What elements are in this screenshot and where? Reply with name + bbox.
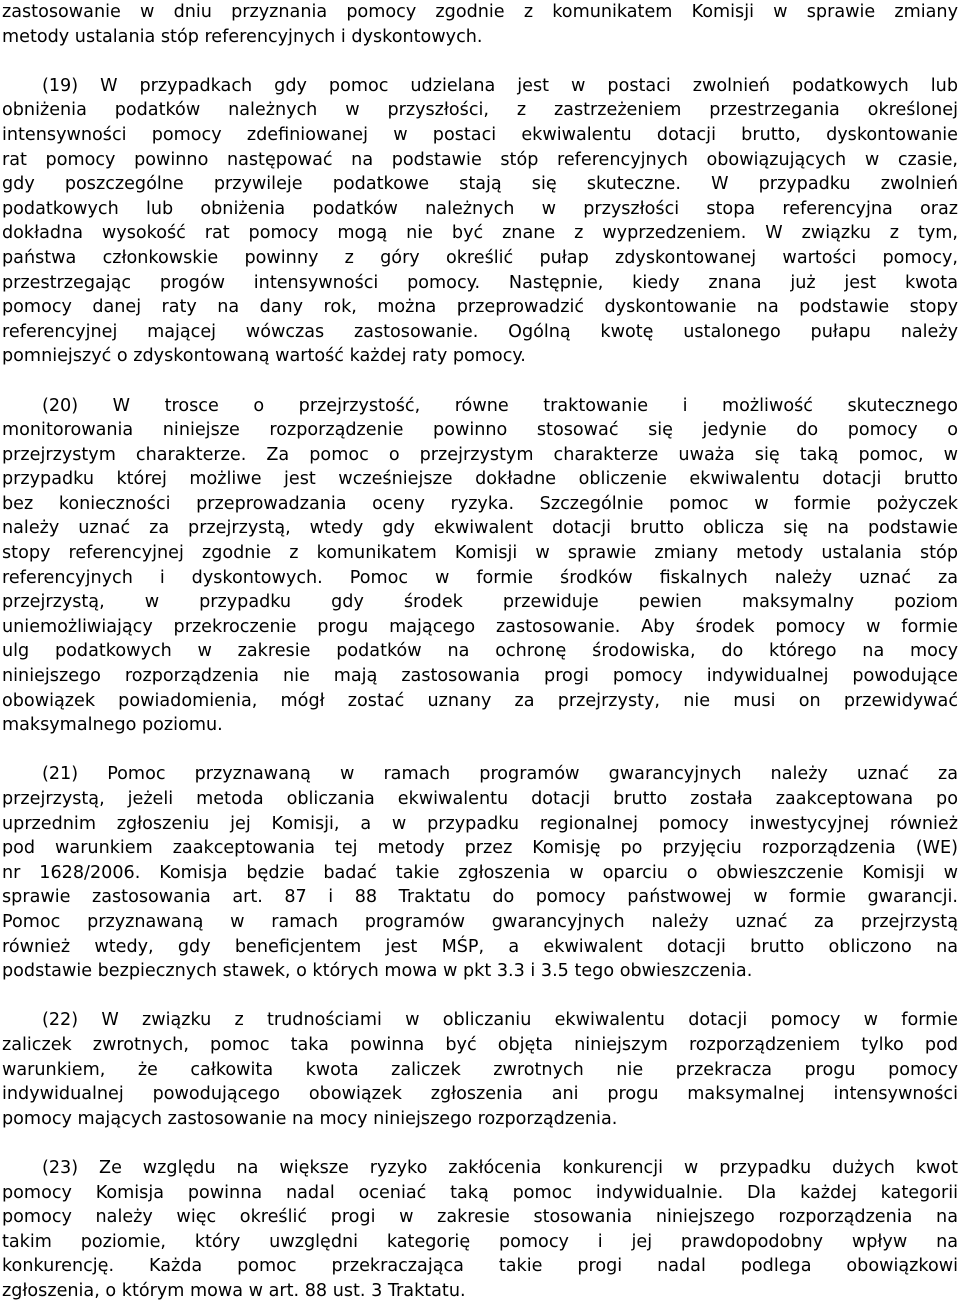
paragraph-22: [2, 1008, 960, 1131]
text-line: ulg podatkowych w zakresie podatków na ochronę środowiska, do którego na mocy: [2, 641, 958, 662]
text-line: indywidualnej powodującego obowiązek zgłoszenia ani progu maksymalnej intensywności: [2, 1084, 958, 1105]
text-line: metody ustalania stóp referencyjnych i dyskontowych.: [2, 26, 483, 47]
text-line: zastosowanie w dniu przyznania pomocy zgodnie z komunikatem Komisji w sprawie zmiany: [2, 2, 958, 22]
text-line: gdy poszczególne przywileje podatkowe stają się skuteczne. W przypadku zwolnień: [2, 174, 958, 195]
text-line: referencyjnych i dyskontowych. Pomoc w formie środków fiskalnych należy uznać za: [2, 567, 958, 588]
text-line: podatkowych lub obniżenia podatków należnych w przyszłości stopa referencyjna oraz: [2, 198, 958, 219]
text-line: obowiązek powiadomienia, mógł zostać uznany za przejrzysty, nie musi on przewidywać: [2, 690, 958, 711]
text-line: państwa członkowskie powinny z góry określić pułap zdyskontowanej wartości pomocy,: [2, 247, 958, 268]
text-line: uniemożliwiający przekroczenie progu mającego zastosowanie. Aby środek pomocy w formie: [2, 616, 958, 637]
text-line: pomocy mających zastosowanie na mocy niniejszego rozporządzenia.: [2, 1108, 618, 1129]
text-line: przejrzystym charakterze. Za pomoc o przejrzystym charakterze uważa się taką pomoc, w: [2, 444, 958, 465]
text-line: referencyjnej mającej wówczas zastosowanie. Ogólną kwotę ustalonego pułapu należy: [2, 321, 958, 342]
text-line: stopy referencyjnej zgodnie z komunikatem Komisji w sprawie zmiany metody ustalania stóp: [2, 543, 958, 564]
text-line: rat pomocy powinno następować na podstawie stóp referencyjnych obowiązujących w czasie,: [2, 149, 958, 170]
text-line: pomocy należy więc określić progi w zakresie stosowania niniejszego rozporządzenia na: [2, 1207, 958, 1228]
text-line: przejrzystą, w przypadku gdy środek przewiduje pewien maksymalny poziom: [2, 592, 958, 613]
text-line: sprawie zastosowania art. 87 i 88 Traktatu do pomocy państwowej w formie gwarancji.: [2, 887, 958, 908]
paragraph-fragment: [2, 0, 960, 49]
paragraph-gap: [2, 738, 960, 763]
paragraph-gap: [2, 49, 960, 74]
text-line: przejrzystą, jeżeli metoda obliczania ekwiwalentu dotacji brutto została zaakceptowana po: [2, 789, 958, 809]
text-line: bez konieczności przeprowadzania oceny ryzyka. Szczególnie pomoc w formie pożyczek: [2, 493, 958, 514]
text-line: należy uznać za przejrzystą, wtedy gdy ekwiwalent dotacji brutto oblicza się na podstawie: [2, 518, 958, 539]
paragraph-19: [2, 74, 960, 369]
text-line: pomocy Komisja powinna nadal oceniać taką pomoc indywidualnie. Dla każdej kategorii: [2, 1182, 958, 1203]
text-line: zgłoszenia, o którym mowa w art. 88 ust. 3 Traktatu.: [2, 1280, 466, 1301]
text-line: nr 1628/2006. Komisja będzie badać takie zgłoszenia w oparciu o obwieszczenie Komisji w: [2, 862, 958, 883]
text-line: Pomoc przyznawaną w ramach programów gwarancyjnych należy uznać za przejrzystą: [2, 911, 958, 932]
paragraph-gap: [2, 1131, 960, 1156]
text-line: pomniejszyć o zdyskontowaną wartość każdej raty pomocy.: [2, 346, 526, 367]
text-line: (23) Ze względu na większe ryzyko zakłócenia konkurencji w przypadku dużych kwot: [42, 1157, 958, 1178]
text-line: dokładna wysokość rat pomocy mogą nie być znane z wyprzedzeniem. W związku z tym,: [2, 223, 958, 244]
text-line: obniżenia podatków należnych w przyszłości, z zastrzeżeniem przestrzegania określonej: [2, 100, 958, 121]
text-line: przypadku której możliwe jest wcześniejsze dokładne obliczenie ekwiwalentu dotacji brutto: [2, 469, 958, 490]
text-line: (22) W związku z trudnościami w obliczaniu ekwiwalentu dotacji pomocy w formie: [42, 1010, 958, 1031]
text-line: przestrzegając progów intensywności pomocy. Następnie, kiedy znana już jest kwota: [2, 272, 958, 293]
paragraph-gap: [2, 369, 960, 394]
text-line: pomocy danej raty na dany rok, można przeprowadzić dyskontowanie na podstawie stopy: [2, 297, 958, 318]
paragraph-23: [2, 1156, 960, 1304]
text-line: zaliczek zwrotnych, pomoc taka powinna być objęta niniejszym rozporządzeniem tylko pod: [2, 1034, 958, 1055]
text-line: pod warunkiem zaakceptowania tej metody przez Komisję po przyjęciu rozporządzenia (WE): [2, 838, 958, 859]
paragraph-gap: [2, 984, 960, 1009]
text-line: (19) W przypadkach gdy pomoc udzielana jest w postaci zwolnień podatkowych lub: [42, 75, 958, 96]
text-line: (21) Pomoc przyznawaną w ramach programów gwarancyjnych należy uznać za: [42, 764, 958, 785]
text-line: niniejszego rozporządzenia nie mają zastosowania progi pomocy indywidualnej powodujące: [2, 666, 958, 687]
text-line: maksymalnego poziomu.: [2, 715, 223, 736]
text-line: podstawie bezpiecznych stawek, o których mowa w pkt 3.3 i 3.5 tego obwieszczenia.: [2, 961, 753, 982]
paragraph-21: [2, 762, 960, 983]
text-line: konkurencję. Każda pomoc przekraczająca takie progi nadal podlega obowiązkowi: [2, 1256, 958, 1277]
text-line: warunkiem, że całkowita kwota zaliczek zwrotnych nie przekracza progu pomocy: [2, 1059, 958, 1080]
text-line: również wtedy, gdy beneficjentem jest MŚP, a ekwiwalent dotacji brutto obliczono na: [2, 936, 958, 957]
paragraph-20: [2, 394, 960, 738]
text-line: uprzednim zgłoszeniu jej Komisji, a w przypadku regionalnej pomocy inwestycyjnej również: [2, 813, 958, 834]
text-line: (20) W trosce o przejrzystość, równe traktowanie i możliwość skutecznego: [42, 395, 958, 416]
text-line: monitorowania niniejsze rozporządzenie powinno stosować się jedynie do pomocy o: [2, 420, 958, 441]
text-line: intensywności pomocy zdefiniowanej w postaci ekwiwalentu dotacji brutto, dyskontowanie: [2, 124, 958, 145]
text-line: takim poziomie, który uwzględni kategorię pomocy i jej prawdopodobny wpływ na: [2, 1231, 958, 1252]
